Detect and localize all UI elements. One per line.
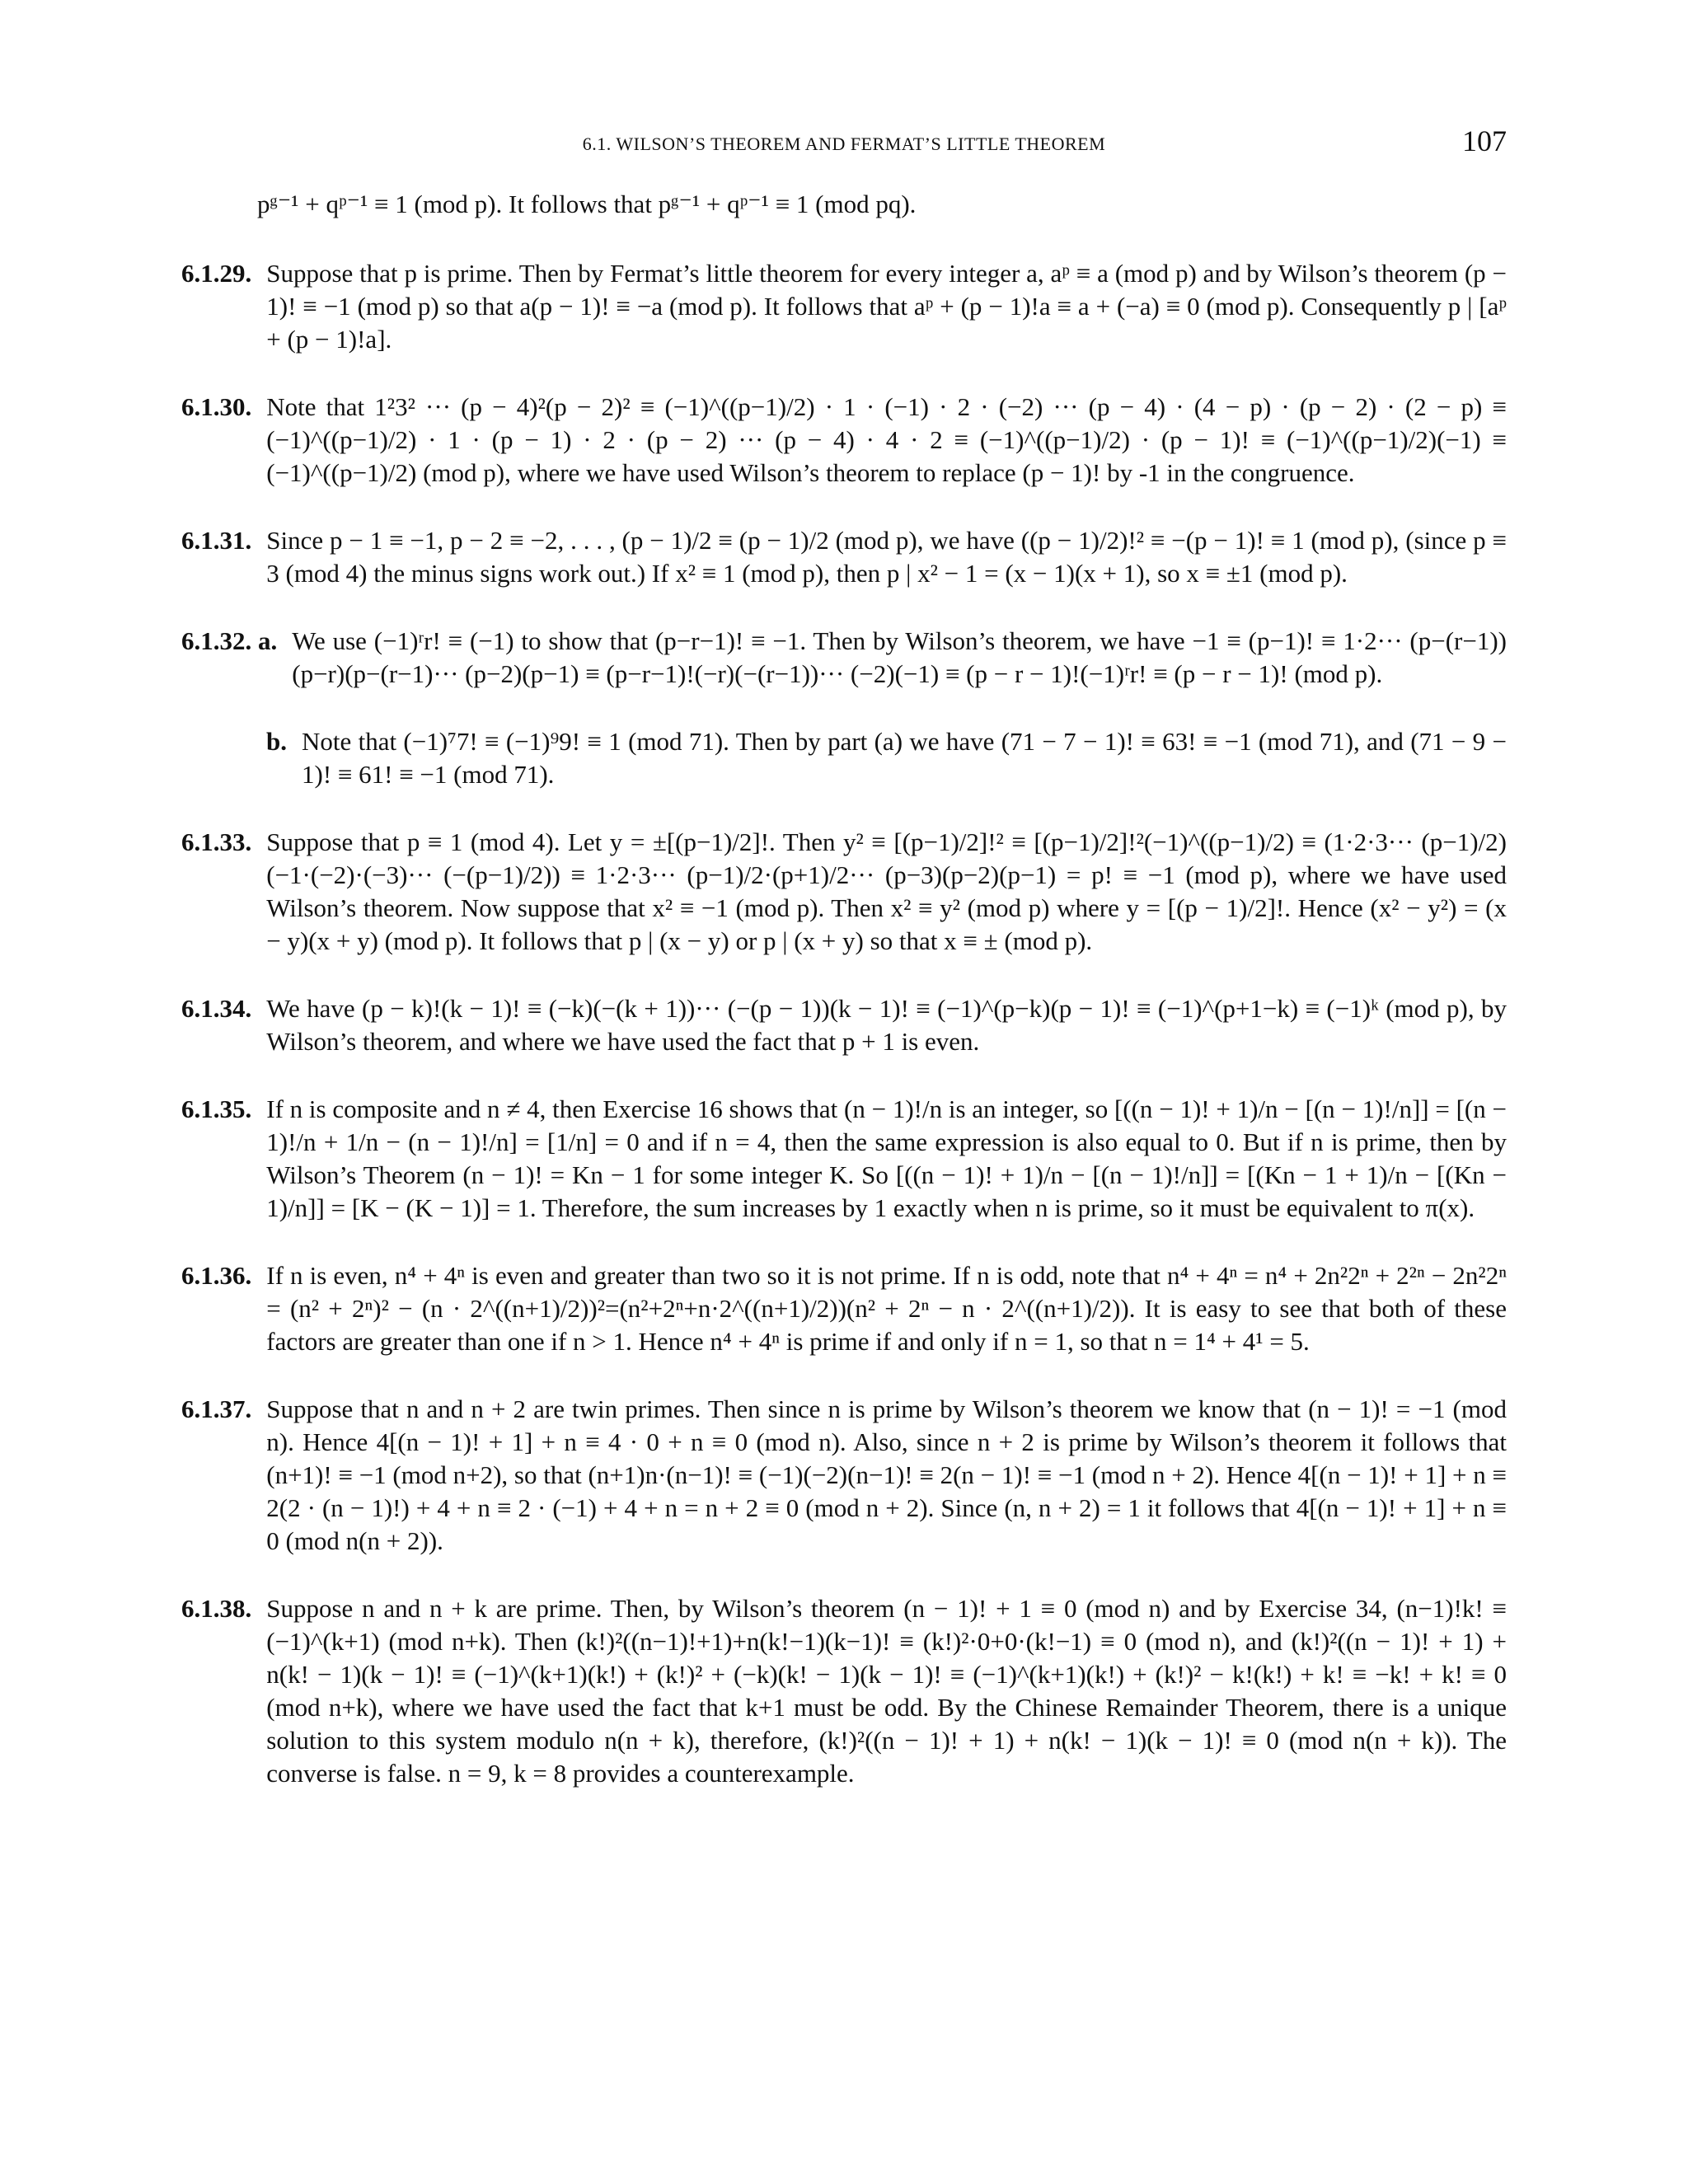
exercise-6-1-31	[181, 524, 1507, 590]
exercise-6-1-34	[181, 992, 1507, 1058]
exercise-6-1-32b	[181, 725, 1507, 791]
exercise-6-1-32a	[181, 625, 1507, 691]
exercise-label: 6.1.36.	[181, 1261, 252, 1290]
exercise-solution: Note that 1²3² ··· (p − 4)²(p − 2)² ≡ (−1)^((p−1)/2) · 1 · (−1) · 2 · (−2) ··· (p − 4) · (4 − p) · (p − 2) · (2 − p) ≡ (−1)^((p−1)/2) · 1 · (p − 1) · 2 · (p − 2) ··· (p − 4) · 4 · 2 ≡ (−1)^((p−1)/2) · (p − 1)! ≡ (−1)^((p−1)/2)(−1) ≡ (−1)^((p−1)/2) (mod p), where we have used Wilson’s theorem to replace (p − 1)! by -1 in the congruence.	[266, 392, 1507, 487]
exercise-solution: Note that (−1)⁷7! ≡ (−1)⁹9! ≡ 1 (mod 71). Then by part (a) we have (71 − 7 − 1)! ≡ 63! ≡ −1 (mod 71), and (71 − 9 − 1)! ≡ 61! ≡ −1 (mod 71).	[302, 727, 1507, 789]
exercise-label: 6.1.35.	[181, 1094, 252, 1123]
continued-solution-text: pᵍ⁻¹ + qᵖ⁻¹ ≡ 1 (mod p). It follows that pᵍ⁻¹ + qᵖ⁻¹ ≡ 1 (mod pq).	[257, 190, 917, 218]
exercise-solution: We use (−1)ʳr! ≡ (−1) to show that (p−r−1)! ≡ −1. Then by Wilson’s theorem, we have −1 ≡ (p−1)! ≡ 1·2··· (p−(r−1))(p−r)(p−(r−1)··· (p−2)(p−1) ≡ (p−r−1)!(−r)(−(r−1))··· (−2)(−1) ≡ (p − r − 1)!(−1)ʳr! ≡ (p − r − 1)! (mod p).	[292, 626, 1507, 688]
page-number: 107	[1462, 124, 1507, 157]
exercise-label: 6.1.38.	[181, 1594, 252, 1623]
exercise-solution: If n is composite and n ≠ 4, then Exercise 16 shows that (n − 1)!/n is an integer, so [((n − 1)! + 1)/n − [(n − 1)!/n]] = [(n − 1)!/n + 1/n − (n − 1)!/n] = [1/n] = 0 and if n = 4, then the same expression is also equal to 0. But if n is prime, then by Wilson’s Theorem (n − 1)! = Kn − 1 for some integer K. So [((n − 1)! + 1)/n − [(n − 1)!/n]] = [(Kn − 1 + 1)/n − [(Kn − 1)/n]] = [K − (K − 1)] = 1. Therefore, the sum increases by 1 exactly when n is prime, so it must be equivalent to π(x).	[266, 1094, 1507, 1222]
exercise-solution: If n is even, n⁴ + 4ⁿ is even and greater than two so it is not prime. If n is odd, note that n⁴ + 4ⁿ = n⁴ + 2n²2ⁿ + 2²ⁿ − 2n²2ⁿ = (n² + 2ⁿ)² − (n · 2^((n+1)/2))²=(n²+2ⁿ+n·2^((n+1)/2))(n² + 2ⁿ − n · 2^((n+1)/2)). It is easy to see that both of these factors are greater than one if n > 1. Hence n⁴ + 4ⁿ is prime if and only if n = 1, so that n = 1⁴ + 4¹ = 5.	[266, 1261, 1507, 1356]
exercise-6-1-37	[181, 1393, 1507, 1558]
exercise-solution: We have (p − k)!(k − 1)! ≡ (−k)(−(k + 1))··· (−(p − 1))(k − 1)! ≡ (−1)^(p−k)(p − 1)! ≡ (−1)^(p+1−k) ≡ (−1)ᵏ (mod p), by Wilson’s theorem, and where we have used the fact that p + 1 is even.	[266, 994, 1507, 1056]
exercise-6-1-35	[181, 1093, 1507, 1225]
exercise-part-label: b.	[266, 727, 287, 756]
exercise-6-1-33	[181, 826, 1507, 958]
exercise-solution: Suppose that p is prime. Then by Fermat’s little theorem for every integer a, aᵖ ≡ a (mod p) and by Wilson’s theorem (p − 1)! ≡ −1 (mod p) so that a(p − 1)! ≡ −a (mod p). It follows that aᵖ + (p − 1)!a ≡ a + (−a) ≡ 0 (mod p). Consequently p | [aᵖ + (p − 1)!a].	[266, 259, 1507, 354]
exercise-label: 6.1.30.	[181, 392, 252, 421]
exercise-6-1-36	[181, 1259, 1507, 1358]
exercise-label: 6.1.31.	[181, 526, 252, 555]
page-body	[181, 188, 1507, 1825]
exercise-label: 6.1.37.	[181, 1394, 252, 1423]
exercise-label: 6.1.33.	[181, 827, 252, 856]
exercise-6-1-30	[181, 391, 1507, 490]
exercise-solution: Since p − 1 ≡ −1, p − 2 ≡ −2, . . . , (p − 1)/2 ≡ (p − 1)/2 (mod p), we have ((p − 1)/2)!² ≡ −(p − 1)! ≡ 1 (mod p), (since p ≡ 3 (mod 4) the minus signs work out.) If x² ≡ 1 (mod p), then p | x² − 1 = (x − 1)(x + 1), so x ≡ ±1 (mod p).	[266, 526, 1507, 588]
exercise-solution: Suppose that n and n + 2 are twin primes. Then since n is prime by Wilson’s theorem we know that (n − 1)! = −1 (mod n). Hence 4[(n − 1)! + 1] + n ≡ 4 · 0 + n ≡ 0 (mod n). Also, since n + 2 is prime by Wilson’s theorem it follows that (n+1)! ≡ −1 (mod n+2), so that (n+1)n·(n−1)! ≡ (−1)(−2)(n−1)! ≡ 2(n − 1)! ≡ −1 (mod n + 2). Hence 4[(n − 1)! + 1] + n ≡ 2(2 · (n − 1)!) + 4 + n ≡ 2 · (−1) + 4 + n = n + 2 ≡ 0 (mod n + 2). Since (n, n + 2) = 1 it follows that 4[(n − 1)! + 1] + n ≡ 0 (mod n(n + 2)).	[266, 1394, 1507, 1555]
exercise-label: 6.1.32. a.	[181, 626, 278, 655]
running-header	[181, 124, 1507, 165]
exercise-label: 6.1.34.	[181, 994, 252, 1023]
running-title: 6.1. WILSON’S THEOREM AND FERMAT’S LITTLE THEOREM	[582, 134, 1106, 154]
exercise-label: 6.1.29.	[181, 259, 252, 288]
exercise-solution: Suppose n and n + k are prime. Then, by Wilson’s theorem (n − 1)! + 1 ≡ 0 (mod n) and by Exercise 34, (n−1)!k! ≡ (−1)^(k+1) (mod n+k). Then (k!)²((n−1)!+1)+n(k!−1)(k−1)! ≡ (k!)²·0+0·(k!−1) ≡ 0 (mod n), and (k!)²((n − 1)! + 1) + n(k! − 1)(k − 1)! ≡ (−1)^(k+1)(k!) + (k!)² + (−k)(k! − 1)(k − 1)! ≡ (−1)^(k+1)(k!) + (k!)² − k!(k!) + k! ≡ −k! + k! ≡ 0 (mod n+k), where we have used the fact that k+1 must be odd. By the Chinese Remainder Theorem, there is a unique solution to this system modulo n(n + k), therefore, (k!)²((n − 1)! + 1) + n(k! − 1)(k − 1)! ≡ 0 (mod n(n + k)). The converse is false. n = 9, k = 8 provides a counterexample.	[266, 1594, 1507, 1788]
exercise-solution: Suppose that p ≡ 1 (mod 4). Let y = ±[(p−1)/2]!. Then y² ≡ [(p−1)/2]!² ≡ [(p−1)/2]!²(−1)^((p−1)/2) ≡ (1·2·3··· (p−1)/2)(−1·(−2)·(−3)··· (−(p−1)/2)) ≡ 1·2·3··· (p−1)/2·(p+1)/2··· (p−3)(p−2)(p−1) = p! ≡ −1 (mod p), where we have used Wilson’s theorem. Now suppose that x² ≡ −1 (mod p). Then x² ≡ y² (mod p) where y = [(p − 1)/2]!. Hence (x² − y²) = (x − y)(x + y) (mod p). It follows that p | (x − y) or p | (x + y) so that x ≡ ± (mod p).	[266, 827, 1507, 955]
exercise-6-1-29	[181, 257, 1507, 356]
exercise-6-1-38	[181, 1592, 1507, 1790]
